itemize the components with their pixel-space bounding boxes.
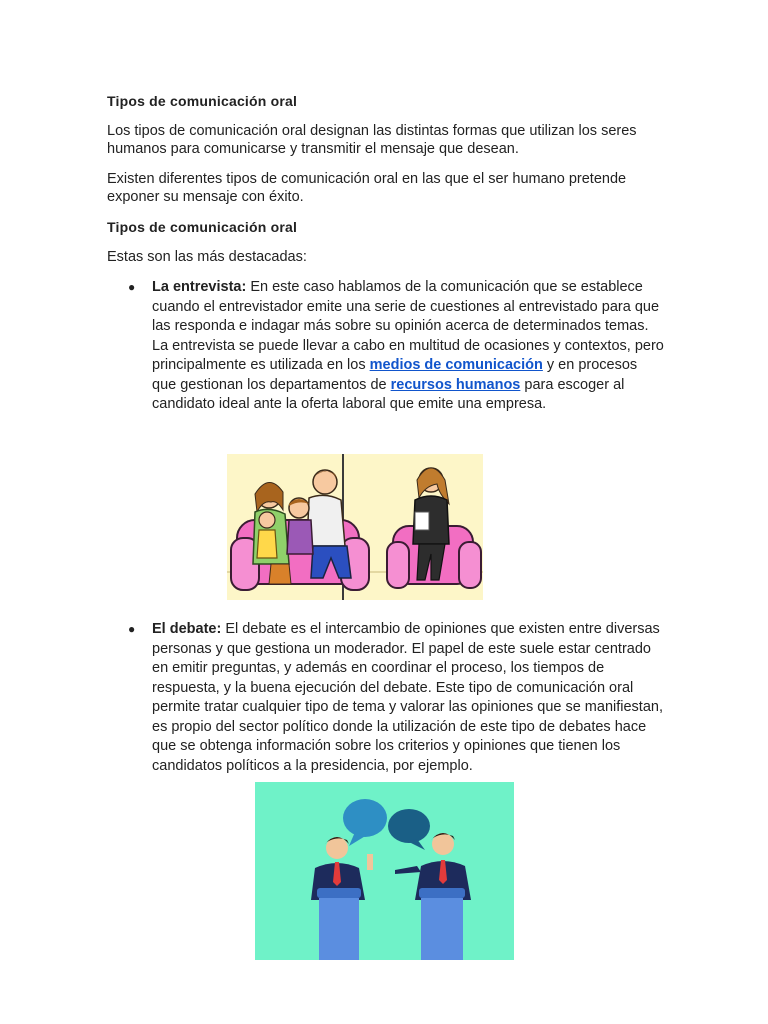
list-intro: Estas son las más destacadas:: [107, 249, 307, 265]
intro-paragraph: Los tipos de comunicación oral designan las distintas formas que utilizan los seres humanos para comunicarse y transmitir el mensaje que desean.: [107, 123, 637, 157]
second-paragraph: Existen diferentes tipos de comunicación oral en las que el ser humano pretende exponer su mensaje con éxito.: [107, 171, 627, 205]
item-text-cont: y en procesos que gestionan los departamentos de: [152, 357, 638, 393]
list-item-entrevista: [128, 278, 664, 415]
debate-illustration: [255, 782, 514, 960]
item-term: El debate:: [152, 621, 222, 637]
interview-illustration: [227, 454, 483, 600]
section-heading: Tipos de comunicación oral: [107, 93, 298, 109]
link-medios-de-comunicacion[interactable]: medios de comunicación: [369, 357, 543, 373]
item-text: En este caso hablamos de la comunicación que se establece cuando el entrevistador emite una serie de cuestiones al entrevistado para que las responda e indagar más sobre su opinión acerca de determinados temas. La entrevista se puede llevar a cabo en multitud de ocasiones y contextos, pero principalmente es utilizada en los: [152, 279, 664, 373]
link-recursos-humanos[interactable]: recursos humanos: [390, 376, 521, 393]
bullet-icon: ●: [128, 622, 136, 636]
subsection-heading: Tipos de comunicación oral: [107, 219, 298, 235]
list-item-debate: [128, 620, 664, 776]
item-text-end: para escoger al candidato ideal ante la oferta laboral que emite una empresa.: [152, 376, 625, 412]
item-text: El debate es el intercambio de opiniones que existen entre diversas personas y que gestiona un moderador. El papel de este suele estar centrado en emitir preguntas, y además en coordinar el proceso, los tiempos de respuesta, y la buena ejecución del debate. Este tipo de comunicación oral permite tratar cualquier tipo de tema y valorar las opiniones que se manifiestan, es propio del sector político donde la utilización de este tipo de debates hace que se obtenga información sobre los criterios y opiniones que tienen los candidatos políticos a la presidencia, por ejemplo.: [152, 621, 663, 774]
fig2-background: [255, 782, 514, 960]
item-term: La entrevista:: [152, 279, 247, 295]
bullet-icon: ●: [128, 280, 136, 294]
